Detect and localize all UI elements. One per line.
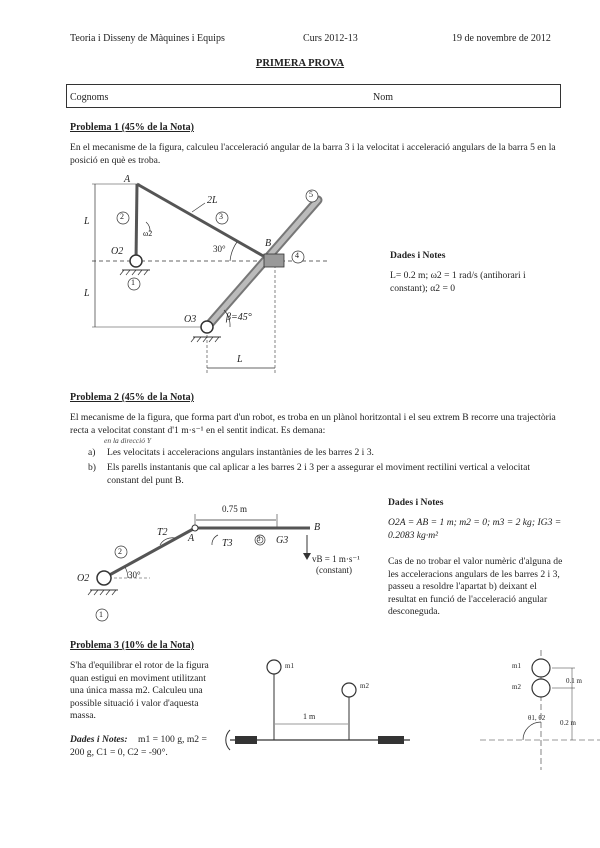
problem3-data-text: m1 = 100 g, m2 = 200 g, C1 = 0, C2 = -90°. bbox=[70, 734, 207, 758]
p2-label-T2: T2 bbox=[157, 527, 168, 538]
label-beta: β=45° bbox=[226, 312, 252, 323]
problem3-data-label: Dades i Notes: bbox=[70, 734, 128, 745]
problem1-heading: Problema 1 (45% de la Nota) bbox=[70, 122, 194, 133]
p2-label-G3: G3 bbox=[276, 535, 289, 546]
bar-number-5: 5 bbox=[309, 190, 313, 199]
p2-bar-number-1: 1 bbox=[99, 610, 103, 619]
problem2-heading: Problema 2 (45% de la Nota) bbox=[70, 392, 194, 403]
dim-0-75m: 0.75 m bbox=[222, 504, 248, 514]
p2-label-B: B bbox=[314, 522, 321, 533]
course-name: Teoria i Disseny de Màquines i Equips bbox=[70, 33, 225, 44]
label-A: A bbox=[124, 174, 131, 185]
exam-title: PRIMERA PROVA bbox=[255, 58, 345, 69]
surname-label: Cognoms bbox=[70, 92, 109, 103]
bar-number-1: 1 bbox=[131, 278, 135, 287]
label-L-bottom: L bbox=[84, 288, 90, 299]
problem2-intro: El mecanisme de la figura, que forma part d'un robot, es troba en un plànol horitzontal i el seu extrem B recorre una trajectòria recta a velocitat constant d'1 m·s⁻¹ en el sentit indicat. Es demana: bbox=[70, 412, 556, 436]
bar-number-2: 2 bbox=[120, 212, 124, 221]
problem2-data-formula: O2A = AB = 1 m; m2 = 0; m3 = 2 kg; IG3 = 0.2083 kg·m² bbox=[388, 517, 562, 541]
problem1-data-title: Dades i Notes bbox=[390, 250, 446, 261]
label-L-horiz: L bbox=[237, 354, 243, 365]
rotor-dist: 1 m bbox=[303, 712, 316, 721]
item-a-text: Les velocitats i acceleracions angulars instantànies de les barres 2 i 3. bbox=[107, 447, 374, 458]
label-O2: O2 bbox=[111, 246, 124, 257]
course-term: Curs 2012-13 bbox=[303, 33, 358, 44]
exam-date: 19 de novembre de 2012 bbox=[452, 33, 551, 44]
label-B: B bbox=[265, 238, 272, 249]
side-angle: θ1, θ2 bbox=[528, 714, 546, 722]
problem1-text: En el mecanisme de la figura, calculeu l'acceleració angular de la barra 3 i la velocitat i acceleració angulars de la barra 5 en la posició en què es troba. bbox=[70, 142, 556, 166]
problem3-text: S'ha d'equilibrar el rotor de la figura quan estigui en moviment utilitzant una única massa m2. Calculeu una possible situació i valor d'aquesta massa. bbox=[70, 660, 209, 721]
p2-bar-number-2: 2 bbox=[118, 547, 122, 556]
label-30deg: 30° bbox=[213, 244, 226, 254]
label-L-top: L bbox=[84, 216, 90, 227]
problem3-figure bbox=[226, 650, 600, 770]
p2-label-angle: 30° bbox=[128, 570, 141, 580]
p2-label-A: A bbox=[188, 533, 195, 544]
label-O3: O3 bbox=[184, 314, 197, 325]
problem1-data-text: L= 0.2 m; ω2 = 1 rad/s (antihorari i constant); α2 = 0 bbox=[390, 270, 526, 294]
label-2L: 2L bbox=[207, 195, 218, 206]
problem2-figure bbox=[88, 514, 311, 621]
problem3-heading: Problema 3 (10% de la Nota) bbox=[70, 640, 194, 651]
side-m1: m1 bbox=[512, 662, 521, 670]
item-b-text: Els parells instantanis que cal aplicar a les barres 2 i 3 per a assegurar el moviment rectilini vertical a velocitat constant del punt B. bbox=[107, 462, 531, 486]
side-m2: m2 bbox=[512, 683, 521, 691]
side-r2: 0.2 m bbox=[560, 719, 576, 727]
item-b-marker: b) bbox=[88, 462, 96, 473]
label-omega2: ω2 bbox=[143, 229, 153, 238]
rotor-m1: m1 bbox=[285, 662, 294, 670]
problem2-data-title: Dades i Notes bbox=[388, 497, 444, 508]
side-r1: 0.1 m bbox=[566, 677, 582, 685]
bar-number-4: 4 bbox=[295, 251, 299, 260]
p2-label-T3: T3 bbox=[222, 538, 233, 549]
rotor-m2: m2 bbox=[360, 682, 369, 690]
p2-label-O2: O2 bbox=[77, 573, 90, 584]
bar-number-3: 3 bbox=[219, 212, 223, 221]
handwritten-note: en la direcció Y bbox=[104, 436, 152, 445]
p2-label-vB-note: (constant) bbox=[316, 565, 352, 575]
p2-label-vB: vB = 1 m·s⁻¹ bbox=[312, 554, 360, 564]
p2-bar-number-3: 3 bbox=[257, 535, 261, 543]
item-a-marker: a) bbox=[88, 447, 96, 458]
problem2-data-note: Cas de no trobar el valor numèric d'alguna de les acceleracions angulars de les barres 2 i 3, passeu a resoldre l'apartat b) deixant el resultat en funció de l'acceleració angular desconeguda. bbox=[388, 556, 563, 617]
name-label: Nom bbox=[373, 92, 393, 103]
